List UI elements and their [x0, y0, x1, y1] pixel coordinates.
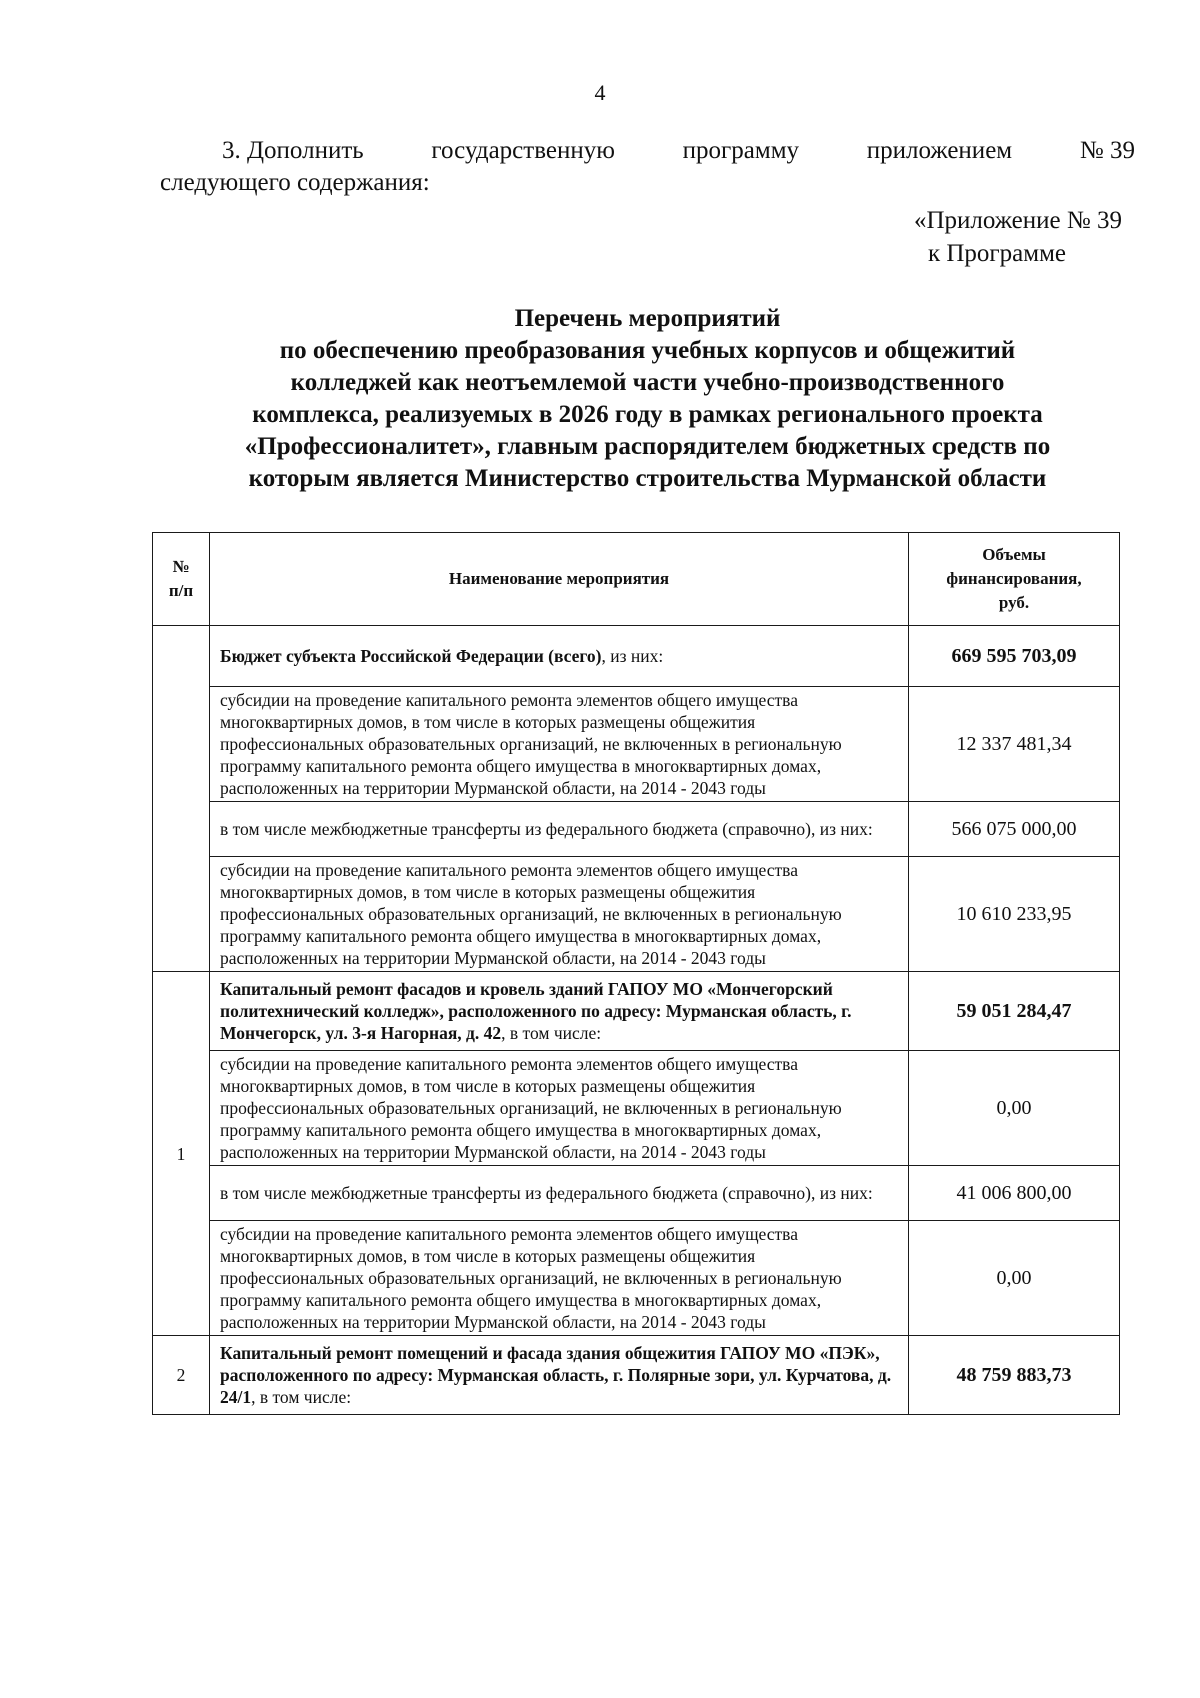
- heading-line: которым является Министерство строительства Мурманской области: [248, 465, 1047, 492]
- header-amount: Объемы финансирования, руб.: [909, 533, 1120, 626]
- header-name: Наименование мероприятия: [210, 533, 909, 626]
- table-header-row: [153, 533, 1120, 626]
- appendix-ref-line-2: к Программе: [927, 240, 1066, 267]
- total-name-bold: Бюджет субъекта Российской Федерации (всего): [220, 646, 602, 666]
- document-heading: [160, 303, 1135, 495]
- intro-line-1: [160, 135, 1135, 167]
- item-1-num: 1: [153, 972, 210, 1336]
- intro-word: программу: [682, 137, 800, 164]
- subrow-text: субсидии на проведение капитального ремонта элементов общего имущества многоквартирных домов, в том числе в которых размещены общежития профессиональных образовательных организаций, не включенных в региональную программу капитального ремонта общего имущества в многоквартирных домах, расположенных на территории Мурманской области, на 2014 - 2043 годы: [210, 857, 909, 972]
- item-1-name-cell: [210, 972, 909, 1051]
- item-2-num: 2: [153, 1336, 210, 1415]
- intro-word: № 39: [1079, 137, 1135, 164]
- table-row-item-2: [153, 1336, 1120, 1415]
- heading-line: колледжей как неотъемлемой части учебно-производственного: [290, 369, 1005, 396]
- subrow-amount: 41 006 800,00: [909, 1166, 1120, 1221]
- table-row: [153, 1166, 1120, 1221]
- appendix-ref-line-1: «Приложение № 39: [913, 207, 1122, 234]
- table-row-item-1: [153, 972, 1120, 1051]
- subrow-amount: 10 610 233,95: [909, 857, 1120, 972]
- header-num: № п/п: [153, 533, 210, 626]
- table-row: [153, 857, 1120, 972]
- heading-line: Перечень мероприятий: [514, 305, 781, 332]
- subrow-amount: 12 337 481,34: [909, 687, 1120, 802]
- table-row: [153, 1051, 1120, 1166]
- total-name-cell: [210, 626, 909, 687]
- subrow-amount: 0,00: [909, 1221, 1120, 1336]
- intro-word: государственную: [431, 137, 615, 164]
- page-number: 4: [594, 80, 606, 105]
- item-1-amount: 59 051 284,47: [909, 972, 1120, 1051]
- subrow-text: субсидии на проведение капитального ремонта элементов общего имущества многоквартирных домов, в том числе в которых размещены общежития профессиональных образовательных организаций, не включенных в региональную программу капитального ремонта общего имущества в многоквартирных домах, расположенных на территории Мурманской области, на 2014 - 2043 годы: [210, 687, 909, 802]
- measures-table: [152, 532, 1120, 1415]
- intro-line-2: следующего содержания:: [160, 169, 430, 196]
- intro-word: приложением: [866, 137, 1013, 164]
- item-2-name-bold: Капитальный ремонт помещений и фасада здания общежития ГАПОУ МО «ПЭК», расположенного по адресу: Мурманская область, г. Полярные зори, ул. Курчатова, д. 24/1: [220, 1343, 892, 1407]
- item-1-name-bold: Капитальный ремонт фасадов и кровель зданий ГАПОУ МО «Мончегорский политехнический колледж», расположенного по адресу: Мурманская область, г. Мончегорск, ул. 3-я Нагорная, д. 42: [220, 979, 852, 1043]
- table-row: [153, 802, 1120, 857]
- intro-paragraph: [160, 135, 1135, 199]
- total-name-tail: , из них:: [601, 646, 664, 666]
- total-amount: 669 595 703,09: [909, 626, 1120, 687]
- table-row: [153, 687, 1120, 802]
- appendix-reference: [914, 204, 1122, 270]
- item-2-name-cell: [210, 1336, 909, 1415]
- subrow-amount: 566 075 000,00: [909, 802, 1120, 857]
- subrow-text: субсидии на проведение капитального ремонта элементов общего имущества многоквартирных домов, в том числе в которых размещены общежития профессиональных образовательных организаций, не включенных в региональную программу капитального ремонта общего имущества в многоквартирных домах, расположенных на территории Мурманской области, на 2014 - 2043 годы: [210, 1051, 909, 1166]
- heading-line: комплекса, реализуемых в 2026 году в рамках регионального проекта: [252, 401, 1043, 428]
- subrow-text: в том числе межбюджетные трансферты из федерального бюджета (справочно), из них:: [210, 1166, 909, 1221]
- item-2-amount: 48 759 883,73: [909, 1336, 1120, 1415]
- item-2-name-tail: , в том числе:: [251, 1387, 352, 1407]
- intro-word: 3. Дополнить: [222, 137, 364, 164]
- subrow-amount: 0,00: [909, 1051, 1120, 1166]
- heading-line: «Профессионалитет», главным распорядителем бюджетных средств по: [244, 433, 1051, 460]
- subrow-text: субсидии на проведение капитального ремонта элементов общего имущества многоквартирных домов, в том числе в которых размещены общежития профессиональных образовательных организаций, не включенных в региональную программу капитального ремонта общего имущества в многоквартирных домах, расположенных на территории Мурманской области, на 2014 - 2043 годы: [210, 1221, 909, 1336]
- total-num-cell: [153, 626, 210, 972]
- heading-line: по обеспечению преобразования учебных корпусов и общежитий: [279, 337, 1016, 364]
- table-row-total: [153, 626, 1120, 687]
- table-row: [153, 1221, 1120, 1336]
- item-1-name-tail: , в том числе:: [501, 1023, 602, 1043]
- subrow-text: в том числе межбюджетные трансферты из федерального бюджета (справочно), из них:: [210, 802, 909, 857]
